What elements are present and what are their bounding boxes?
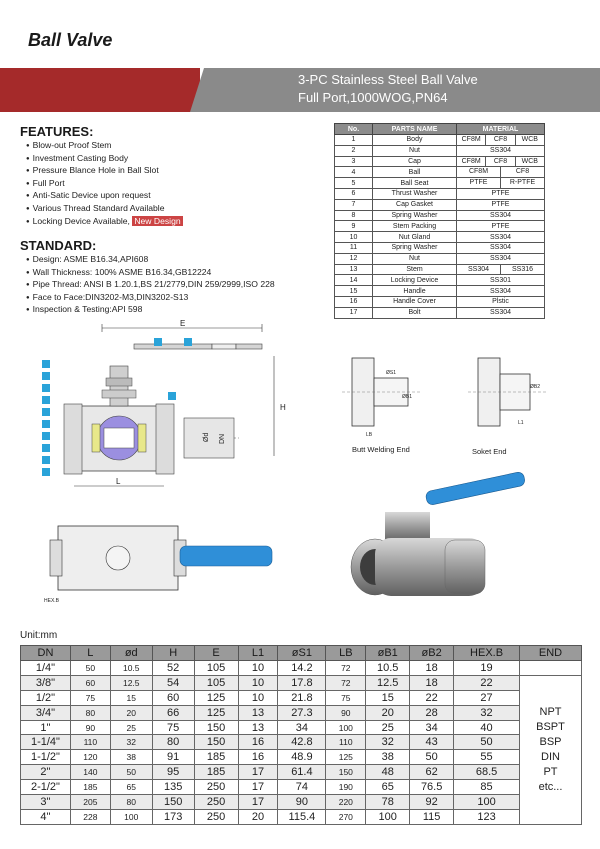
dimensions-table bbox=[20, 645, 582, 825]
dims-cell: 3/8" bbox=[21, 675, 71, 690]
dims-cell: 125 bbox=[326, 750, 366, 765]
feature-locking-text: Locking Device Available, bbox=[32, 215, 130, 226]
material-split bbox=[457, 265, 544, 275]
dims-row bbox=[21, 809, 582, 824]
dims-cell: 75 bbox=[152, 720, 194, 735]
parts-material-cell: SS304 bbox=[457, 145, 545, 156]
dims-cell: 125 bbox=[194, 705, 238, 720]
material-value: R-PTFE bbox=[500, 178, 544, 188]
dims-header-cell: øS1 bbox=[278, 646, 326, 661]
dims-cell: 22 bbox=[454, 675, 520, 690]
parts-name-cell: Nut Gland bbox=[373, 232, 457, 243]
dims-cell: 3" bbox=[21, 795, 71, 810]
dims-cell: 173 bbox=[152, 809, 194, 824]
socket-end-drawing bbox=[468, 348, 548, 440]
dims-cell: 42.8 bbox=[278, 735, 326, 750]
dims-row bbox=[21, 795, 582, 810]
dims-cell: 185 bbox=[194, 765, 238, 780]
dims-cell: 205 bbox=[70, 795, 110, 810]
dims-cell: 150 bbox=[194, 735, 238, 750]
dims-cell: 115.4 bbox=[278, 809, 326, 824]
dims-cell: 66 bbox=[152, 705, 194, 720]
dims-cell: 10 bbox=[238, 690, 278, 705]
dims-row bbox=[21, 720, 582, 735]
feature-item: ● Various Thread Standard Available bbox=[26, 203, 183, 216]
dims-cell: 1/2" bbox=[21, 690, 71, 705]
parts-material-cell: SS304 bbox=[457, 307, 545, 318]
dims-cell: 61.4 bbox=[278, 765, 326, 780]
dims-cell: 123 bbox=[454, 809, 520, 824]
dims-header-cell: LB bbox=[326, 646, 366, 661]
parts-material-cell: SS304 bbox=[457, 210, 545, 221]
end-types-cell bbox=[520, 675, 582, 824]
parts-header-material: MATERIAL bbox=[457, 124, 545, 135]
dims-cell: 40 bbox=[454, 720, 520, 735]
parts-row bbox=[335, 232, 545, 243]
dims-cell: 80 bbox=[70, 705, 110, 720]
parts-material-cell bbox=[457, 167, 545, 178]
dims-row bbox=[21, 750, 582, 765]
dims-cell: 16 bbox=[238, 735, 278, 750]
dims-row bbox=[21, 735, 582, 750]
parts-material-cell bbox=[457, 135, 545, 146]
dims-header-cell: END bbox=[520, 646, 582, 661]
parts-row bbox=[335, 210, 545, 221]
dims-cell: 75 bbox=[70, 690, 110, 705]
parts-header-no: No. bbox=[335, 124, 373, 135]
dims-cell: 32 bbox=[110, 735, 152, 750]
parts-row bbox=[335, 307, 545, 318]
parts-material-cell: SS304 bbox=[457, 253, 545, 264]
parts-no-cell: 8 bbox=[335, 210, 373, 221]
dims-table-body bbox=[21, 661, 582, 825]
dims-row bbox=[21, 705, 582, 720]
standard-item: ● Pipe Thread: ANSI B 1.20.1,BS 21/2779,DIN 259/2999,ISO 228 bbox=[26, 279, 275, 292]
unit-label: Unit:mm bbox=[20, 630, 58, 641]
dims-cell: 80 bbox=[110, 795, 152, 810]
valve-top-view-drawing bbox=[40, 518, 290, 606]
dims-cell: 12.5 bbox=[366, 675, 410, 690]
parts-no-cell: 13 bbox=[335, 264, 373, 275]
dims-cell: 10 bbox=[238, 675, 278, 690]
dims-cell: 10.5 bbox=[366, 661, 410, 676]
page-title: Ball Valve bbox=[28, 30, 113, 50]
feature-item: ● Pressure Blance Hole in Ball Slot bbox=[26, 165, 183, 178]
parts-name-cell: Thrust Washer bbox=[373, 188, 457, 199]
parts-no-cell: 10 bbox=[335, 232, 373, 243]
dims-cell: 48.9 bbox=[278, 750, 326, 765]
dims-cell: 3/4" bbox=[21, 705, 71, 720]
end-type: NPT bbox=[539, 705, 562, 718]
dims-cell: 250 bbox=[194, 795, 238, 810]
banner-text bbox=[298, 71, 478, 107]
parts-name-cell: Handle bbox=[373, 286, 457, 297]
banner-line-1: 3-PC Stainless Steel Ball Valve bbox=[298, 72, 478, 87]
feature-item: ● Anti-Satic Device upon request bbox=[26, 190, 183, 203]
dims-cell: 115 bbox=[410, 809, 454, 824]
dims-cell: 91 bbox=[152, 750, 194, 765]
material-value: CF8M bbox=[461, 157, 481, 165]
dims-cell: 2-1/2" bbox=[21, 780, 71, 795]
dims-header-cell: øB1 bbox=[366, 646, 410, 661]
parts-no-cell: 6 bbox=[335, 188, 373, 199]
material-split bbox=[457, 135, 544, 145]
parts-no-cell: 5 bbox=[335, 178, 373, 189]
parts-name-cell: Body bbox=[373, 135, 457, 146]
banner-red-block bbox=[0, 68, 200, 112]
parts-row bbox=[335, 253, 545, 264]
parts-header-name: PARTS NAME bbox=[373, 124, 457, 135]
material-value: CF8 bbox=[485, 135, 514, 145]
parts-name-cell: Nut bbox=[373, 253, 457, 264]
dims-cell: 48 bbox=[366, 765, 410, 780]
dims-cell: 100 bbox=[110, 809, 152, 824]
dims-cell: 13 bbox=[238, 720, 278, 735]
dims-cell: 228 bbox=[70, 809, 110, 824]
dims-header-row bbox=[21, 646, 582, 661]
dims-cell: 15 bbox=[366, 690, 410, 705]
valve-section-drawing bbox=[34, 316, 334, 496]
dims-header-cell: ød bbox=[110, 646, 152, 661]
parts-no-cell: 17 bbox=[335, 307, 373, 318]
dims-cell: 62 bbox=[410, 765, 454, 780]
butt-welding-caption: Butt Welding End bbox=[352, 445, 410, 454]
end-type: PT bbox=[543, 765, 558, 778]
material-value: CF8 bbox=[500, 167, 544, 177]
dims-cell: 16 bbox=[238, 750, 278, 765]
parts-name-cell: Cap Gasket bbox=[373, 199, 457, 210]
dim-lb-label: LB bbox=[366, 432, 373, 438]
parts-no-cell: 7 bbox=[335, 199, 373, 210]
dims-cell: 110 bbox=[326, 735, 366, 750]
dims-cell: 250 bbox=[194, 780, 238, 795]
parts-row bbox=[335, 145, 545, 156]
material-split bbox=[457, 167, 544, 177]
dims-cell: 76.5 bbox=[410, 780, 454, 795]
dims-cell: 50 bbox=[110, 765, 152, 780]
dims-header-cell: øB2 bbox=[410, 646, 454, 661]
parts-row bbox=[335, 135, 545, 146]
dims-cell: 10 bbox=[238, 661, 278, 676]
end-type: DIN bbox=[541, 750, 560, 763]
parts-name-cell: Bolt bbox=[373, 307, 457, 318]
dim-l1-label: L1 bbox=[518, 420, 524, 426]
dims-cell: 54 bbox=[152, 675, 194, 690]
material-value: SS304 bbox=[467, 265, 490, 273]
new-design-badge: New Design bbox=[134, 215, 181, 226]
parts-no-cell: 16 bbox=[335, 296, 373, 307]
dims-cell: 38 bbox=[366, 750, 410, 765]
dims-cell: 250 bbox=[194, 809, 238, 824]
dims-cell: 20 bbox=[238, 809, 278, 824]
dims-cell: 72 bbox=[326, 661, 366, 676]
dims-cell: 22 bbox=[410, 690, 454, 705]
parts-material-cell bbox=[457, 156, 545, 167]
parts-name-cell: Ball bbox=[373, 167, 457, 178]
dims-cell: 25 bbox=[366, 720, 410, 735]
dims-cell: 190 bbox=[326, 780, 366, 795]
material-value: CF8M bbox=[468, 168, 489, 176]
dims-cell: 32 bbox=[366, 735, 410, 750]
standard-item: ● Inspection & Testing:API 598 bbox=[26, 304, 275, 317]
dims-cell: 100 bbox=[366, 809, 410, 824]
dims-cell: 125 bbox=[194, 690, 238, 705]
dims-cell: 28 bbox=[410, 705, 454, 720]
dims-cell: 60 bbox=[152, 690, 194, 705]
parts-no-cell: 15 bbox=[335, 286, 373, 297]
standard-item: ● Wall Thickness: 100% ASME B16.34,GB12224 bbox=[26, 267, 275, 280]
dims-cell: 68.5 bbox=[454, 765, 520, 780]
parts-material-cell: SS301 bbox=[457, 275, 545, 286]
dims-cell: 25 bbox=[110, 720, 152, 735]
dims-cell: 60 bbox=[70, 675, 110, 690]
dims-cell: 17 bbox=[238, 795, 278, 810]
dims-row bbox=[21, 765, 582, 780]
dim-d-label: Ød bbox=[203, 432, 210, 442]
dims-cell: 100 bbox=[326, 720, 366, 735]
header-banner bbox=[0, 68, 600, 112]
parts-row bbox=[335, 178, 545, 189]
dims-cell: 18 bbox=[410, 661, 454, 676]
dims-cell: 27.3 bbox=[278, 705, 326, 720]
dims-cell: 18 bbox=[410, 675, 454, 690]
dims-header-cell: H bbox=[152, 646, 194, 661]
dims-row bbox=[21, 780, 582, 795]
dims-cell: 38 bbox=[110, 750, 152, 765]
dim-dn-label: DN bbox=[219, 433, 226, 444]
dims-cell: 34 bbox=[410, 720, 454, 735]
feature-item: ● Investment Casting Body bbox=[26, 153, 183, 166]
dims-cell: 1/4" bbox=[21, 661, 71, 676]
parts-name-cell: Cap bbox=[373, 156, 457, 167]
dims-header-cell: HEX.B bbox=[454, 646, 520, 661]
parts-name-cell: Locking Device bbox=[373, 275, 457, 286]
parts-row bbox=[335, 275, 545, 286]
parts-no-cell: 2 bbox=[335, 145, 373, 156]
dims-cell: 105 bbox=[194, 675, 238, 690]
features-heading: FEATURES: bbox=[20, 124, 94, 139]
standard-list bbox=[26, 254, 275, 317]
parts-row bbox=[335, 296, 545, 307]
dims-cell: 20 bbox=[110, 705, 152, 720]
dims-header-cell: L bbox=[70, 646, 110, 661]
dims-cell: 17.8 bbox=[278, 675, 326, 690]
dims-cell: 2" bbox=[21, 765, 71, 780]
dims-cell: 75 bbox=[326, 690, 366, 705]
dims-cell: 1-1/4" bbox=[21, 735, 71, 750]
dims-cell: 14.2 bbox=[278, 661, 326, 676]
material-value: CF8 bbox=[485, 157, 514, 167]
dims-cell: 220 bbox=[326, 795, 366, 810]
parts-table-body bbox=[335, 135, 545, 319]
dims-cell: 92 bbox=[410, 795, 454, 810]
parts-row bbox=[335, 242, 545, 253]
dims-cell: 120 bbox=[70, 750, 110, 765]
standard-heading: STANDARD: bbox=[20, 238, 97, 253]
dims-cell: 20 bbox=[366, 705, 410, 720]
parts-name-cell: Spring Washer bbox=[373, 242, 457, 253]
parts-material-cell: SS304 bbox=[457, 232, 545, 243]
dims-cell: 74 bbox=[278, 780, 326, 795]
dims-cell: 13 bbox=[238, 705, 278, 720]
dims-cell: 100 bbox=[454, 795, 520, 810]
parts-name-cell: Spring Washer bbox=[373, 210, 457, 221]
parts-material-cell: Plstic bbox=[457, 296, 545, 307]
parts-table bbox=[334, 123, 545, 319]
dims-cell: 1-1/2" bbox=[21, 750, 71, 765]
parts-no-cell: 4 bbox=[335, 167, 373, 178]
dims-cell: 185 bbox=[194, 750, 238, 765]
material-value: PTFE bbox=[469, 179, 488, 187]
hex-b-label: HEX.B bbox=[44, 598, 60, 604]
dims-cell: 80 bbox=[152, 735, 194, 750]
material-value: WCB bbox=[515, 157, 544, 167]
dims-cell: 78 bbox=[366, 795, 410, 810]
dims-cell: 50 bbox=[454, 735, 520, 750]
dims-cell: 43 bbox=[410, 735, 454, 750]
dims-cell: 52 bbox=[152, 661, 194, 676]
parts-material-cell bbox=[457, 178, 545, 189]
features-list bbox=[26, 140, 183, 228]
dims-cell: 65 bbox=[366, 780, 410, 795]
dims-cell: 95 bbox=[152, 765, 194, 780]
dims-cell: 270 bbox=[326, 809, 366, 824]
parts-name-cell: Handle Cover bbox=[373, 296, 457, 307]
feature-item-locking bbox=[26, 216, 183, 229]
parts-row bbox=[335, 264, 545, 275]
dims-cell: 135 bbox=[152, 780, 194, 795]
parts-no-cell: 11 bbox=[335, 242, 373, 253]
parts-material-cell: SS304 bbox=[457, 286, 545, 297]
dim-e-label: E bbox=[180, 319, 186, 328]
parts-no-cell: 1 bbox=[335, 135, 373, 146]
dims-cell: 90 bbox=[326, 705, 366, 720]
dims-header-cell: L1 bbox=[238, 646, 278, 661]
socket-end-caption: Soket End bbox=[472, 447, 507, 456]
dims-cell: 19 bbox=[454, 661, 520, 676]
dims-cell: 4" bbox=[21, 809, 71, 824]
dims-row bbox=[21, 690, 582, 705]
dim-l-label: L bbox=[116, 477, 121, 486]
dims-cell: 15 bbox=[110, 690, 152, 705]
parts-name-cell: Stem Packing bbox=[373, 221, 457, 232]
dims-cell: 55 bbox=[454, 750, 520, 765]
end-type: BSP bbox=[539, 735, 562, 748]
dims-cell: 50 bbox=[70, 661, 110, 676]
material-value: WCB bbox=[515, 135, 544, 145]
dims-row bbox=[21, 661, 582, 676]
feature-item: ● Blow-out Proof Stem bbox=[26, 140, 183, 153]
parts-row bbox=[335, 167, 545, 178]
dims-cell: 105 bbox=[194, 661, 238, 676]
parts-row bbox=[335, 156, 545, 167]
dims-cell: 150 bbox=[326, 765, 366, 780]
end-type: etc... bbox=[538, 780, 563, 793]
parts-no-cell: 9 bbox=[335, 221, 373, 232]
parts-row bbox=[335, 199, 545, 210]
dims-cell: 110 bbox=[70, 735, 110, 750]
parts-no-cell: 12 bbox=[335, 253, 373, 264]
parts-row bbox=[335, 221, 545, 232]
parts-name-cell: Nut bbox=[373, 145, 457, 156]
dims-cell: 10.5 bbox=[110, 661, 152, 676]
dims-cell: 150 bbox=[194, 720, 238, 735]
dims-cell: 27 bbox=[454, 690, 520, 705]
parts-no-cell: 14 bbox=[335, 275, 373, 286]
parts-material-cell: SS304 bbox=[457, 242, 545, 253]
parts-material-cell bbox=[457, 264, 545, 275]
parts-row bbox=[335, 188, 545, 199]
end-empty-cell bbox=[520, 661, 582, 676]
dims-cell: 50 bbox=[410, 750, 454, 765]
dims-cell: 90 bbox=[70, 720, 110, 735]
standard-item: ● Face to Face:DIN3202-M3,DIN3202-S13 bbox=[26, 292, 275, 305]
dims-cell: 17 bbox=[238, 780, 278, 795]
parts-material-cell: PTFE bbox=[457, 188, 545, 199]
dims-cell: 21.8 bbox=[278, 690, 326, 705]
material-split bbox=[457, 178, 544, 188]
parts-name-cell: Stem bbox=[373, 264, 457, 275]
feature-item: ● Full Port bbox=[26, 178, 183, 191]
dims-cell: 85 bbox=[454, 780, 520, 795]
dims-cell: 140 bbox=[70, 765, 110, 780]
dims-row bbox=[21, 675, 582, 690]
dims-cell: 32 bbox=[454, 705, 520, 720]
end-type: BSPT bbox=[536, 720, 565, 733]
material-value: SS316 bbox=[500, 265, 544, 275]
dims-cell: 185 bbox=[70, 780, 110, 795]
dims-header-cell: DN bbox=[21, 646, 71, 661]
parts-no-cell: 3 bbox=[335, 156, 373, 167]
valve-product-photo bbox=[345, 472, 530, 612]
parts-material-cell: PTFE bbox=[457, 221, 545, 232]
dims-cell: 150 bbox=[152, 795, 194, 810]
dim-h-label: H bbox=[280, 403, 286, 412]
dims-cell: 17 bbox=[238, 765, 278, 780]
dim-b1-label: ØB1 bbox=[402, 394, 413, 400]
standard-item: ● Design: ASME B16.34,API608 bbox=[26, 254, 275, 267]
dims-cell: 1" bbox=[21, 720, 71, 735]
dims-cell: 72 bbox=[326, 675, 366, 690]
butt-welding-end-drawing bbox=[342, 348, 422, 440]
banner-line-2: Full Port,1000WOG,PN64 bbox=[298, 90, 448, 105]
dim-b2-label: ØB2 bbox=[530, 384, 541, 390]
parts-material-cell: PTFE bbox=[457, 199, 545, 210]
dims-cell: 34 bbox=[278, 720, 326, 735]
dims-cell: 12.5 bbox=[110, 675, 152, 690]
dim-s1-label: ØS1 bbox=[386, 370, 397, 376]
dims-header-cell: E bbox=[194, 646, 238, 661]
dims-cell: 65 bbox=[110, 780, 152, 795]
material-split bbox=[457, 157, 544, 167]
material-value: CF8M bbox=[461, 136, 481, 143]
parts-row bbox=[335, 286, 545, 297]
parts-name-cell: Ball Seat bbox=[373, 178, 457, 189]
dims-cell: 90 bbox=[278, 795, 326, 810]
